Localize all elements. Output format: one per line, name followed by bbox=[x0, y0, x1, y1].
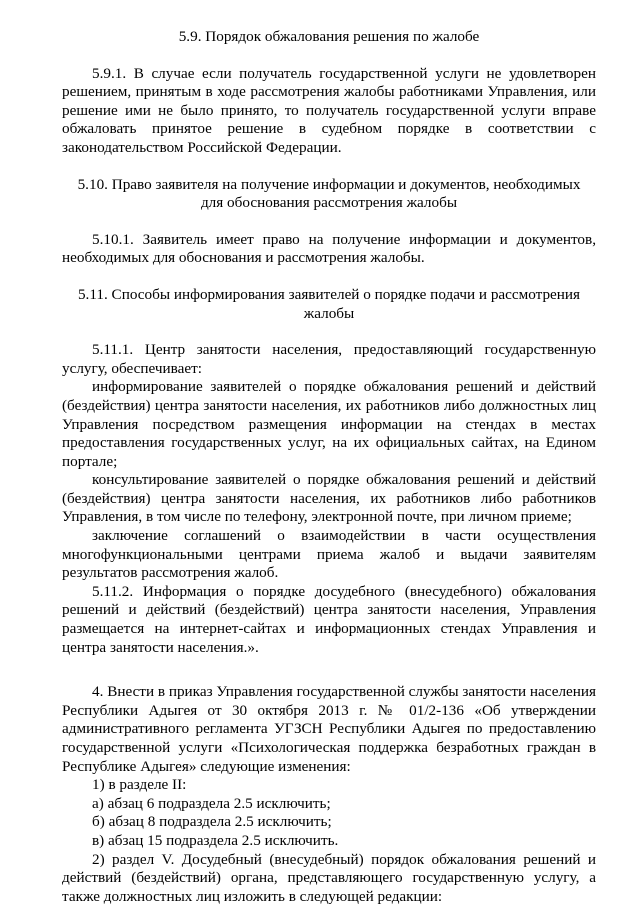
paragraph-informing: информирование заявителей о порядке обжалования решений и действий (бездействия) центра занятости населения, их работников либо должностных лиц Управления посредством размещения информации на стендах в местах предоставления государственных услуг, на их официальных сайтах, на Едином портале; bbox=[62, 378, 596, 470]
paragraph-5-9-1: 5.9.1. В случае если получатель государственной услуги не удовлетворен решением, принятым в ходе рассмотрения жалобы работниками Управления, или решение ими не было принято, то получатель государственной услуги вправе обжаловать принятое решение в судебном порядке в соответствии с законодательством Российской Федерации. bbox=[62, 64, 596, 156]
heading-5-10-line2: для обоснования рассмотрения жалобы bbox=[200, 194, 458, 212]
heading-5-9: 5.9. Порядок обжалования решения по жалобе bbox=[178, 28, 480, 45]
list-item-b: б) абзац 8 подраздела 2.5 исключить; bbox=[92, 813, 332, 831]
document-page bbox=[62, 28, 596, 906]
heading-5-11-line2: жалобы bbox=[303, 304, 355, 322]
paragraph-5-11-2: 5.11.2. Информация о порядке досудебного (внесудебного) обжалования решений и действий (бездействий) центра занятости населения, Управления размещается на интернет-сайтах и информационных стендах Управления и центра занятости населения.». bbox=[62, 582, 596, 656]
heading-5-11-line1: 5.11. Способы информирования заявителей о порядке подачи и рассмотрения bbox=[77, 285, 581, 303]
list-item-v: в) абзац 15 подраздела 2.5 исключить. bbox=[92, 831, 339, 849]
list-item-section-2: 1) в разделе II: bbox=[92, 776, 187, 794]
heading-5-11 bbox=[62, 286, 596, 323]
paragraph-consulting: консультирование заявителей о порядке обжалования решений и действий (бездействия) центра занятости населения, их работников либо работников Управления, в том числе по телефону, электронной почте, при личном приеме; bbox=[62, 471, 596, 526]
list-item-a: а) абзац 6 подраздела 2.5 исключить; bbox=[92, 794, 331, 812]
paragraph-agreements: заключение соглашений о взаимодействии в части осуществления многофункциональными центрами приема жалоб и выдачи заявителям результатов рассмотрения жалоб. bbox=[62, 527, 596, 582]
heading-5-10 bbox=[62, 176, 596, 213]
paragraph-amendment-intro: 4. Внести в приказ Управления государственной службы занятости населения Республики Адыгея от 30 октября 2013 г. № 01/2-136 «Об утверждении административного регламента УГЗСН Республики Адыгея по предоставлению государственной услуги «Психологическая поддержка безработных граждан в Республике Адыгея» следующие изменения: bbox=[62, 683, 597, 775]
paragraph-5-11-1: 5.11.1. Центр занятости населения, предоставляющий государственную услугу, обеспечивает: bbox=[62, 341, 596, 377]
paragraph-5-10-1: 5.10.1. Заявитель имеет право на получение информации и документов, необходимых для обоснования и рассмотрения жалобы. bbox=[62, 230, 596, 267]
paragraph-section-5: 2) раздел V. Досудебный (внесудебный) порядок обжалования решений и действий (бездействий) органа, представляющего государственную услугу, а также должностных лиц изложить в следующей редакции: bbox=[62, 850, 596, 905]
heading-5-10-line1: 5.10. Право заявителя на получение информации и документов, необходимых bbox=[77, 175, 581, 193]
